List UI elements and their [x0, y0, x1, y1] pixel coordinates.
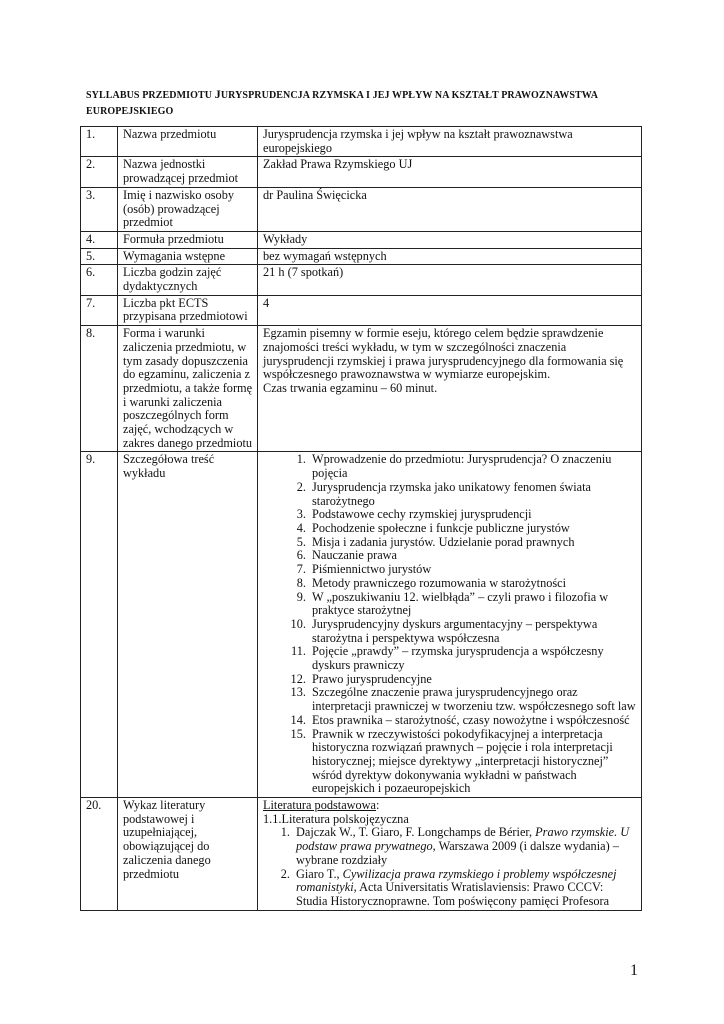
topics-list: [263, 453, 637, 796]
exam-description: Egzamin pisemny w formie eseju, którego celem będzie sprawdzenie znajomości treści wykładu, w tym w szczególności znaczenia jurysprudencji rzymskiej i prawa jurysprudencyjnego dla formowania się współczesnego prawoznawstwa w wymiarze europejskim.: [263, 326, 624, 382]
topic-item: 15. Prawnik w rzeczywistości pokodyfikacyjnej a interpretacja historyczna rozwiązań prawnych – pojęcie i rola interpretacji historycznej; miejsce dyrektywy „interpretacji historycznej” wśród dyrektyw dokonywania wykładni w państwach europejskich i pozaeuropejskich: [309, 728, 637, 797]
row-number: 2.: [81, 157, 118, 187]
title-cap-letter: J: [214, 87, 221, 101]
row-label: Wykaz literatury podstawowej i uzupełniającej, obowiązującej do zaliczenia danego przedmiotu: [118, 798, 258, 911]
row-value: Jurysprudencja rzymska i jej wpływ na kształt prawoznawstwa europejskiego: [258, 127, 642, 157]
literature-subheading: 1.1.Literatura polskojęzyczna: [263, 811, 409, 826]
literature-text: , Acta Universitatis Wratislaviensis: Prawo CCCV: Studia Historycznoprawne. Tom poświęcony pamięci Profesora: [296, 880, 610, 908]
document-title: [86, 86, 646, 120]
topic-item: 14. Etos prawnika – starożytność, czasy nowożytne i współczesność: [309, 714, 637, 728]
page-number: 1: [630, 962, 638, 979]
literature-text: Giaro T.,: [296, 866, 343, 881]
row-number: 1.: [81, 127, 118, 157]
topic-item: 2. Jurysprudencja rzymska jako unikatowy fenomen świata starożytnego: [309, 481, 637, 508]
row-number: 20.: [81, 798, 118, 911]
topic-item: 1. Wprowadzenie do przedmiotu: Jurysprudencja? O znaczeniu pojęcia: [309, 453, 637, 480]
table-row: [81, 248, 642, 265]
table-row: [81, 187, 642, 231]
row-value: [258, 452, 642, 798]
exam-duration: Czas trwania egzaminu – 60 minut.: [263, 380, 438, 395]
table-row: [81, 798, 642, 911]
literature-item: [293, 868, 637, 909]
topic-item: 3. Podstawowe cechy rzymskiej jurysprudencji: [309, 508, 637, 522]
table-row: [81, 295, 642, 325]
literature-title: Cywilizacja prawa rzymskiego i problemy współczesnej romanistyki: [296, 866, 617, 895]
row-label: Liczba godzin zajęć dydaktycznych: [118, 265, 258, 295]
row-value: 21 h (7 spotkań): [258, 265, 642, 295]
literature-heading: [263, 799, 637, 813]
row-label: Szczegółowa treść wykładu: [118, 452, 258, 798]
table-row: [81, 127, 642, 157]
table-row: [81, 326, 642, 452]
row-value: [258, 326, 642, 452]
literature-item: [293, 826, 637, 867]
row-value: bez wymagań wstępnych: [258, 248, 642, 265]
literature-heading-text: Literatura podstawowa: [263, 798, 377, 813]
row-value: Wykłady: [258, 231, 642, 248]
row-label: Wymagania wstępne: [118, 248, 258, 265]
literature-text: Dajczak W., T. Giaro, F. Longchamps de Bérier,: [296, 825, 536, 840]
row-value: dr Paulina Święcicka: [258, 187, 642, 231]
topic-item: 6. Nauczanie prawa: [309, 549, 637, 563]
topic-item: 8. Metody prawniczego rozumowania w starożytności: [309, 577, 637, 591]
literature-text: , Warszawa 2009 (i dalsze wydania) – wybrane rozdziały: [296, 839, 619, 867]
topic-item: 11. Pojęcie „prawdy” – rzymska jurysprudencja a współczesny dyskurs prawniczy: [309, 645, 637, 672]
title-part-1: SYLLABUS PRZEDMIOTU: [86, 90, 215, 101]
table-row: [81, 231, 642, 248]
topic-item: 10. Jurysprudencyjny dyskurs argumentacyjny – perspektywa starożytna i perspektywa współczesna: [309, 618, 637, 645]
table-row: [81, 452, 642, 798]
row-value: Zakład Prawa Rzymskiego UJ: [258, 157, 642, 187]
syllabus-table: [80, 126, 642, 911]
row-number: 4.: [81, 231, 118, 248]
topic-item: 9. W „poszukiwaniu 12. wielbłąda” – czyli prawo i filozofia w praktyce starożytnej: [309, 591, 637, 618]
topic-item: 7. Piśmiennictwo jurystów: [309, 563, 637, 577]
row-number: 5.: [81, 248, 118, 265]
row-number: 6.: [81, 265, 118, 295]
row-number: 9.: [81, 452, 118, 798]
row-label: Nazwa jednostki prowadzącej przedmiot: [118, 157, 258, 187]
row-number: 3.: [81, 187, 118, 231]
literature-heading-colon: :: [376, 798, 380, 813]
row-number: 7.: [81, 295, 118, 325]
literature-list: [263, 826, 637, 908]
row-label: Liczba pkt ECTS przypisana przedmiotowi: [118, 295, 258, 325]
table-row: [81, 157, 642, 187]
row-label: Forma i warunki zaliczenia przedmiotu, w tym zasady dopuszczenia do egzaminu, zaliczenia z przedmiotu, a także formę i warunki zaliczenia poszczególnych form zajęć, wchodzących w zakres danego przedmiotu: [118, 326, 258, 452]
table-row: [81, 265, 642, 295]
topic-item: 5. Misja i zadania jurystów. Udzielanie porad prawnych: [309, 536, 637, 550]
literature-title: Prawo rzymskie. U podstaw prawa prywatnego: [296, 825, 630, 854]
row-value: 4: [258, 295, 642, 325]
row-label: Formuła przedmiotu: [118, 231, 258, 248]
topic-item: 4. Pochodzenie społeczne i funkcje publiczne jurystów: [309, 522, 637, 536]
topic-item: 12. Prawo jurysprudencyjne: [309, 673, 637, 687]
row-value: [258, 798, 642, 911]
topic-item: 13. Szczególne znaczenie prawa jurysprudencyjnego oraz interpretacji prawniczej w tworzeniu tzw. współczesnego soft law: [309, 686, 637, 713]
row-label: Nazwa przedmiotu: [118, 127, 258, 157]
title-part-2: URYSPRUDENCJA RZYMSKA I JEJ WPŁYW NA KSZTAŁT PRAWOZNAWSTWA EUROPEJSKIEGO: [86, 90, 598, 117]
row-label: Imię i nazwisko osoby (osób) prowadzącej przedmiot: [118, 187, 258, 231]
row-number: 8.: [81, 326, 118, 452]
